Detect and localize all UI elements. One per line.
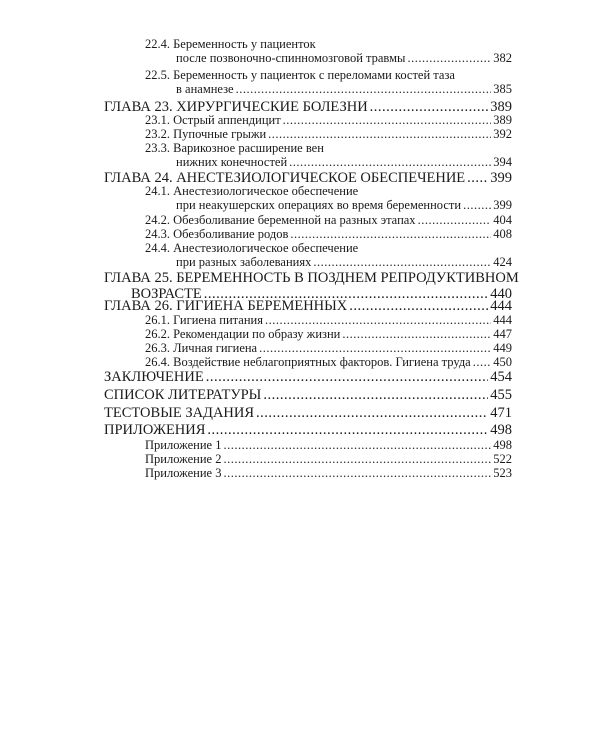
dot-leader: [349, 298, 488, 314]
toc-line: [176, 82, 512, 96]
page-number: 523: [493, 466, 512, 480]
toc-title: при неакушерских операциях во время беременности: [176, 198, 462, 212]
toc-line: [145, 466, 512, 480]
toc-line: [104, 422, 512, 438]
dot-leader: [467, 170, 488, 186]
toc-line-wrap: [145, 68, 455, 82]
toc-line: [145, 327, 512, 341]
toc-title: 23.2. Пупочные грыжи: [145, 127, 267, 141]
toc-line: [145, 452, 512, 466]
toc-title: 24.3. Обезболивание родов: [145, 227, 289, 241]
page-number: 444: [490, 298, 512, 314]
toc-line: [176, 51, 512, 65]
toc-title: 26.3. Личная гигиена: [145, 341, 258, 355]
page-number: 498: [493, 438, 512, 452]
dot-leader: [268, 127, 491, 141]
toc-line: [145, 341, 512, 355]
dot-leader: [223, 466, 491, 480]
toc-title: ГЛАВА 23. ХИРУРГИЧЕСКИЕ БОЛЕЗНИ: [104, 99, 368, 115]
page-number: 498: [490, 422, 512, 438]
toc-line-wrap: [145, 37, 316, 51]
toc-line: [104, 369, 512, 385]
toc-line: [104, 405, 512, 421]
toc-line: [145, 213, 512, 227]
dot-leader: [259, 341, 491, 355]
dot-leader: [342, 327, 491, 341]
toc-title: 24.4. Анестезиологическое обеспечение: [145, 241, 359, 255]
dot-leader: [407, 51, 491, 65]
toc-line: [145, 227, 512, 241]
toc-title: ПРИЛОЖЕНИЯ: [104, 422, 206, 438]
page-number: 449: [493, 341, 512, 355]
toc-title: 26.1. Гигиена питания: [145, 313, 263, 327]
page-number: 424: [493, 255, 512, 269]
toc-line-wrap: [145, 141, 324, 155]
toc-line: [145, 113, 512, 127]
toc-title: СПИСОК ЛИТЕРАТУРЫ: [104, 387, 262, 403]
toc-line: [145, 355, 512, 369]
toc-title: в анамнезе: [176, 82, 234, 96]
toc-line: [176, 155, 512, 169]
page-number: 399: [493, 198, 512, 212]
page-number: 440: [490, 286, 512, 302]
toc-title: Приложение 2: [145, 452, 222, 466]
page-number: 404: [493, 213, 512, 227]
toc-title: ГЛАВА 26. ГИГИЕНА БЕРЕМЕННЫХ: [104, 298, 348, 314]
dot-leader: [289, 155, 491, 169]
toc-line: [145, 438, 512, 452]
dot-leader: [223, 452, 491, 466]
toc-title: 22.4. Беременность у пациенток: [145, 37, 316, 51]
page-number: 408: [493, 227, 512, 241]
toc-title: 24.1. Анестезиологическое обеспечение: [145, 184, 359, 198]
dot-leader: [236, 82, 492, 96]
page-number: 389: [493, 113, 512, 127]
toc-line: [104, 298, 512, 314]
page-number: 394: [493, 155, 512, 169]
page-number: 455: [490, 387, 512, 403]
page-number: 471: [490, 405, 512, 421]
page-number: 450: [493, 355, 512, 369]
page-number: 522: [493, 452, 512, 466]
toc-title: Приложение 1: [145, 438, 222, 452]
toc-title: ТЕСТОВЫЕ ЗАДАНИЯ: [104, 405, 255, 421]
toc-title: нижних конечностей: [176, 155, 288, 169]
toc-line-wrap: [145, 241, 358, 255]
dot-leader: [263, 387, 488, 403]
toc-line: [104, 387, 512, 403]
dot-leader: [206, 369, 489, 385]
page-number: 444: [493, 313, 512, 327]
toc-title: ЗАКЛЮЧЕНИЕ: [104, 369, 204, 385]
toc-title: ГЛАВА 25. БЕРЕМЕННОСТЬ В ПОЗДНЕМ РЕПРОДУКТИВНОМ: [104, 270, 519, 286]
dot-leader: [418, 213, 492, 227]
toc-line-wrap: [145, 184, 358, 198]
toc-title: при разных заболеваниях: [176, 255, 312, 269]
page-number: 454: [490, 369, 512, 385]
dot-leader: [265, 313, 491, 327]
toc-title: 23.3. Варикозное расширение вен: [145, 141, 324, 155]
dot-leader: [290, 227, 491, 241]
toc-title: Приложение 3: [145, 466, 222, 480]
page-number: 389: [490, 99, 512, 115]
toc-line: [176, 255, 512, 269]
toc-title: ВОЗРАСТЕ: [131, 286, 202, 302]
page-number: 382: [493, 51, 512, 65]
page-number: 399: [490, 170, 512, 186]
dot-leader: [463, 198, 491, 212]
toc-title: 24.2. Обезболивание беременной на разных этапах: [145, 213, 416, 227]
toc-line: [145, 127, 512, 141]
dot-leader: [313, 255, 491, 269]
toc-line-wrap: [104, 270, 519, 286]
dot-leader: [223, 438, 491, 452]
toc-title: 23.1. Острый аппендицит: [145, 113, 281, 127]
toc-title: ГЛАВА 24. АНЕСТЕЗИОЛОГИЧЕСКОЕ ОБЕСПЕЧЕНИЕ: [104, 170, 466, 186]
page-number: 385: [493, 82, 512, 96]
dot-leader: [256, 405, 488, 421]
dot-leader: [473, 355, 492, 369]
dot-leader: [283, 113, 492, 127]
toc-line: [145, 313, 512, 327]
page-number: 447: [493, 327, 512, 341]
page-number: 392: [493, 127, 512, 141]
dot-leader: [207, 422, 488, 438]
toc-title: 26.4. Воздействие неблагоприятных факторов. Гигиена труда: [145, 355, 471, 369]
toc-title: после позвоночно-спинномозговой травмы: [176, 51, 406, 65]
toc-title: 22.5. Беременность у пациенток с переломами костей таза: [145, 68, 455, 82]
toc-line: [176, 198, 512, 212]
toc-title: 26.2. Рекомендации по образу жизни: [145, 327, 341, 341]
